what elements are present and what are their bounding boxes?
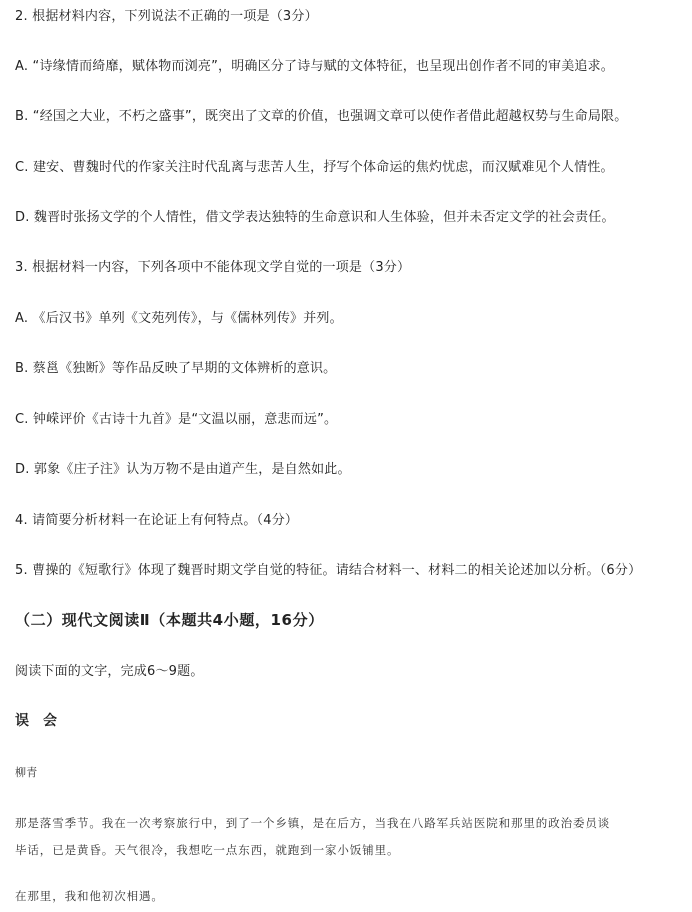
q2-option-a: A. “诗缘情而绮靡，赋体物而浏亮”，明确区分了诗与赋的文体特征，也呈现出创作者不同的审美追求。 <box>15 59 614 74</box>
q3-option-b: B. 蔡邕《独断》等作品反映了早期的文体辨析的意识。 <box>15 361 337 376</box>
q2-option-c: C. 建安、曹魏时代的作家关注时代乱离与悲苦人生，抒写个体命运的焦灼忧虑，而汉赋难见个人情性。 <box>15 160 614 175</box>
q2-option-b: B. “经国之大业，不朽之盛事”，既突出了文章的价值，也强调文章可以使作者借此超越权势与生命局限。 <box>15 109 628 124</box>
story-author: 柳青 <box>15 766 38 779</box>
q2-option-d: D. 魏晋时张扬文学的个人情性，借文学表达独特的生命意识和人生体验，但并未否定文学的社会责任。 <box>15 210 615 225</box>
q3-option-a: A. 《后汉书》单列《文苑列传》，与《儒林列传》并列。 <box>15 311 343 326</box>
q3-option-c: C. 钟嵘评价《古诗十九首》是“文温以丽，意悲而远”。 <box>15 412 338 427</box>
story-title: 误会 <box>15 713 71 729</box>
story-paragraph-1-line-1: 那是落雪季节。我在一次考察旅行中，到了一个乡镇，是在后方，当我在八路军兵站医院和那里的政治委员谈 <box>15 816 611 830</box>
q2-stem: 2. 根据材料内容，下列说法不正确的一项是（3分） <box>15 9 318 24</box>
q4-stem: 4. 请简要分析材料一在论证上有何特点。（4分） <box>15 513 299 528</box>
story-paragraph-1-line-2: 毕话，已是黄昏。天气很冷，我想吃一点东西，就跑到一家小饭铺里。 <box>15 843 400 857</box>
q5-stem: 5. 曹操的《短歌行》体现了魏晋时期文学自觉的特征。请结合材料一、材料二的相关论述加以分析。（6分） <box>15 563 642 578</box>
section-heading: （二）现代文阅读Ⅱ（本题共4小题，16分） <box>15 611 324 629</box>
q3-option-d: D. 郭象《庄子注》认为万物不是由道产生，是自然如此。 <box>15 462 351 477</box>
q3-stem: 3. 根据材料一内容，下列各项中不能体现文学自觉的一项是（3分） <box>15 260 411 275</box>
story-paragraph-2: 在那里，我和他初次相遇。 <box>15 889 164 903</box>
reading-instruction: 阅读下面的文字，完成6～9题。 <box>15 664 204 679</box>
